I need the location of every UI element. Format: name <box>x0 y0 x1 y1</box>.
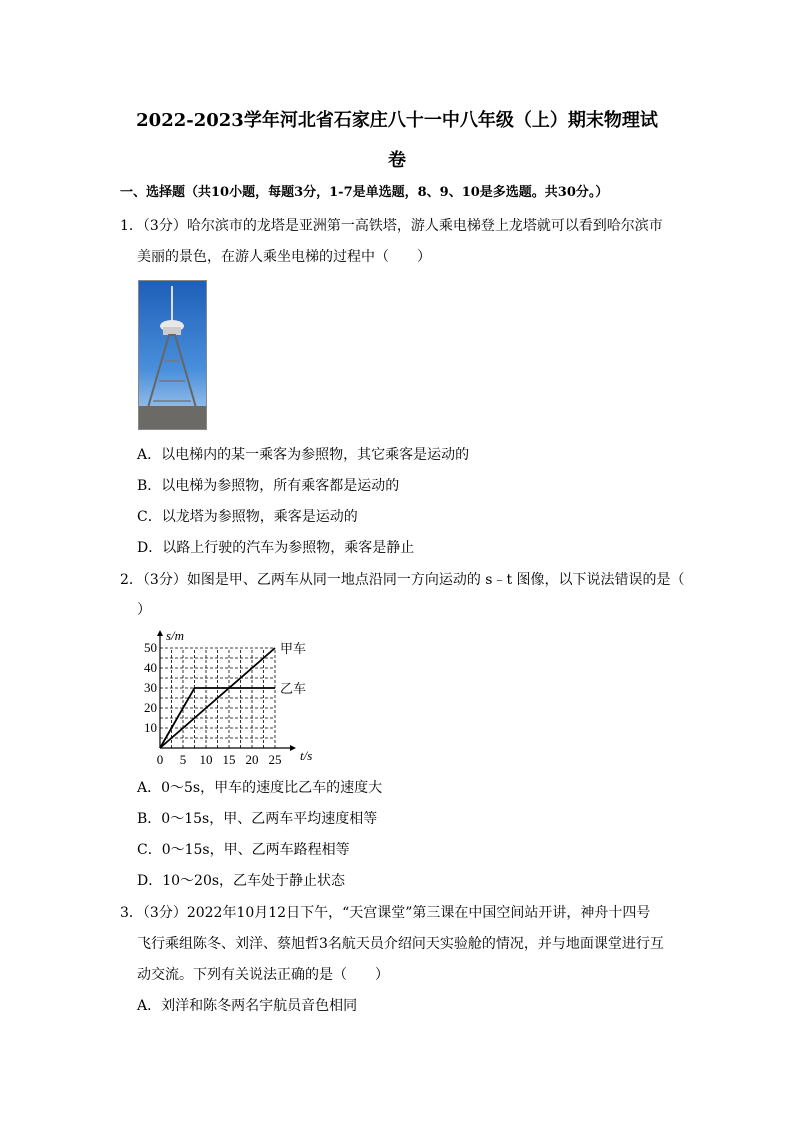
question-1-text: 美丽的景色，在游人乘坐电梯的过程中（ ） <box>137 249 431 265</box>
y-tick-label: 20 <box>144 700 157 715</box>
option-2c: C．0～15s，甲、乙两车路程相等 <box>137 842 350 858</box>
y-tick-label: 30 <box>144 680 157 695</box>
x-tick-label: 5 <box>179 752 187 767</box>
option-1a: A．以电梯内的某一乘客为参照物，其它乘客是运动的 <box>137 447 470 463</box>
x-axis-label: t/s <box>300 748 313 763</box>
option-1d: D．以路上行驶的汽车为参照物，乘客是静止 <box>137 540 415 556</box>
series-label: 甲车 <box>280 642 307 657</box>
x-tick-label: 0 <box>156 752 164 767</box>
question-3-text: 飞行乘组陈冬、刘洋、蔡旭哲3名航天员介绍问天实验舱的情况，并与地面课堂进行互 <box>137 936 664 952</box>
x-tick-label: 10 <box>199 752 213 767</box>
option-3a: A．刘洋和陈冬两名宇航员音色相同 <box>137 998 358 1014</box>
y-tick-label: 10 <box>144 720 157 735</box>
s-t-graph <box>140 626 315 776</box>
question-3-text: 动交流。下列有关说法正确的是（ ） <box>137 967 389 983</box>
x-tick-label: 20 <box>245 752 259 767</box>
y-axis-arrow-icon <box>157 630 163 636</box>
option-1c: C．以龙塔为参照物，乘客是运动的 <box>137 509 358 525</box>
question-2-text: ） <box>137 602 151 618</box>
y-axis-label: s/m <box>166 628 185 643</box>
option-2d: D．10～20s，乙车处于静止状态 <box>137 873 346 889</box>
question-1-text: 1．（3分）哈尔滨市的龙塔是亚洲第一高铁塔，游人乘电梯登上龙塔就可以看到哈尔滨市 <box>120 218 663 234</box>
dragon-tower-image <box>138 280 207 430</box>
x-axis-arrow-icon <box>290 745 296 751</box>
series-label: 乙车 <box>280 682 307 697</box>
option-2a: A．0～5s，甲车的速度比乙车的速度大 <box>137 780 383 796</box>
document-title-continued: 卷 <box>388 150 406 171</box>
document-title: 2022-2023学年河北省石家庄八十一中八年级（上）期末物理试 <box>136 110 658 131</box>
y-tick-label: 40 <box>144 660 157 675</box>
x-tick-label: 15 <box>222 752 236 767</box>
x-tick-label: 25 <box>268 752 282 767</box>
y-tick-label: 50 <box>144 640 157 655</box>
question-3-text: 3．（3分）2022年10月12日下午，“天宫课堂”第三课在中国空间站开讲，神舟十四号 <box>120 905 651 921</box>
option-2b: B．0～15s，甲、乙两车平均速度相等 <box>137 811 378 827</box>
section-heading: 一、选择题（共10小题，每题3分，1-7是单选题，8、9、10是多选题。共30分。） <box>120 185 609 200</box>
option-1b: B．以电梯为参照物，所有乘客都是运动的 <box>137 478 400 494</box>
question-2-text: 2．（3分）如图是甲、乙两车从同一地点沿同一方向运动的 s﹣t 图像，以下说法错误的是（ <box>120 572 685 588</box>
